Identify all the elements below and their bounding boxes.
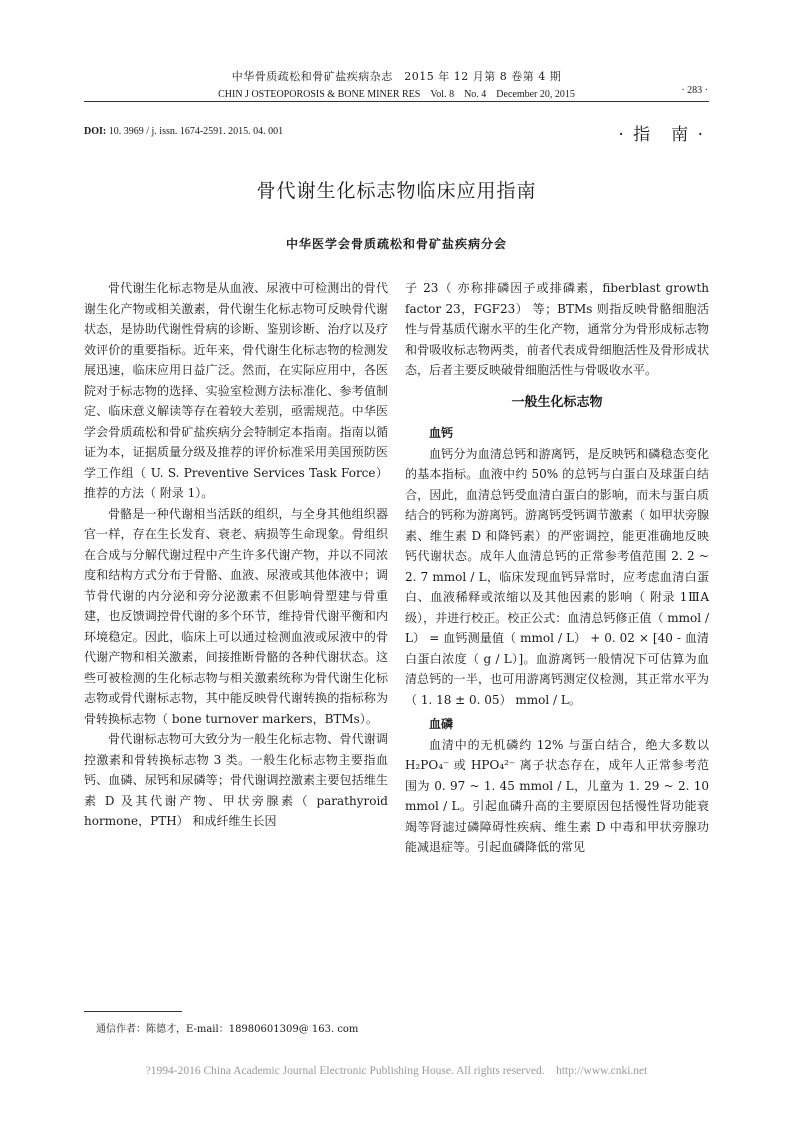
header-divider: [84, 101, 709, 102]
page-number: · 283 ·: [681, 85, 708, 96]
footnote-divider: [84, 1011, 182, 1012]
article-title: 骨代谢生化标志物临床应用指南: [256, 180, 537, 202]
doi-line: [84, 126, 283, 137]
subheading-serum-phosphate: 血磷: [429, 717, 454, 731]
journal-header-cn: 中华骨质疏松和骨矿盐疾病杂志 2015 年 12 月第 8 卷第 4 期: [231, 70, 562, 83]
section-heading-general-markers: 一般生化标志物: [511, 394, 603, 410]
bone-metabolism-paragraph: 骨骼是一种代谢相当活跃的组织，与全身其他组织器官一样，存在生长发育、衰老、病损等生命现象。骨组织在合成与分解代谢过程中产生许多代谢产物，并以不同浓度和结构方式分布于骨骼、血液、尿液或其他体液中；调节骨代谢的内分泌和旁分泌激素不但影响骨塑建与骨重建，也反馈调控骨代谢的多个环节，维持骨代谢平衡和内环境稳定。因此，临床上可以通过检测血液或尿液中的骨代谢产物和相关激素，间接推断骨骼的各种代谢状态。这些可被检测的生化标志物与相关激素统称为骨代谢生化标志物或骨代谢标志物，其中能反映骨代谢转换的指标称为骨转换标志物（ bone turnover markers，BTMs）。: [84, 506, 388, 726]
serum-phosphate-paragraph: 血清中的无机磷约 12% 与蛋白结合，绝大多数以 H₂PO₄⁻ 或 HPO₄²⁻ 离子状态存在，成年人正常参考范围为 0. 97 ~ 1. 45 mmol / L，儿童为 1. 29 ~ 2. 10 mmol / L。引起血磷升高的主要原因包括慢性肾功能衰竭等肾滤过磷障碍性疾病、维生素 D 中毒和甲状旁腺功能减退症等。引起血磷降低的常见: [405, 737, 709, 854]
marker-categories-continued: 子 23（ 亦称排磷因子或排磷素，fiberblast growth factor 23，FGF23） 等；BTMs 则指反映骨骼细胞活性与骨基质代谢水平的生化产物，通常分为骨形成标志物和骨吸收标志物两类，前者代表成骨细胞活性及骨形成状态，后者主要反映破骨细胞活性与骨吸收水平。: [405, 281, 709, 377]
right-column: [405, 278, 709, 858]
section-tag: · 指 南 ·: [618, 125, 705, 145]
copyright-footer: ?1994-2016 China Academic Journal Electronic Publishing House. All rights reserved. http://www.cnki.net: [145, 1065, 648, 1077]
doi-value[interactable]: 10. 3969 / j. issn. 1674-2591. 2015. 04. 001: [108, 126, 284, 137]
intro-paragraph: 骨代谢生化标志物是从血液、尿液中可检测出的骨代谢生化产物或相关激素，骨代谢生化标志物可反映骨代谢状态，是协助代谢性骨病的诊断、鉴别诊断、治疗以及疗效评价的重要指标。近年来，骨代谢生化标志物的检测发展迅速，临床应用日益广泛。然而，在实际应用中，各医院对于标志物的选择、实验室检测方法标准化、参考值制定、临床意义解读等存在着较大差别，亟需规范。中华医学会骨质疏松和骨矿盐疾病分会特制定本指南。指南以循证为本，证据质量分级及推荐的评价标准采用美国预防医学工作组（ U. S. Preventive Services Task Force） 推荐的方法（ 附录 1）。: [84, 281, 388, 500]
doi-label: DOI:: [84, 126, 107, 137]
left-column: [84, 278, 388, 832]
journal-header-en: CHIN J OSTEOPOROSIS & BONE MINER RES Vol. 8 No. 4 December 20, 2015: [218, 89, 575, 100]
serum-calcium-paragraph: 血钙分为血清总钙和游离钙，是反映钙和磷稳态变化的基本指标。血液中约 50% 的总钙与白蛋白及球蛋白结合，因此，血清总钙受血清白蛋白的影响，而未与蛋白质结合的钙称为游离钙。游离钙受钙调节激素（ 如甲状旁腺素、维生素 D 和降钙素）的严密调控，能更准确地反映钙代谢状态。成年人血清总钙的正常参考值范围 2. 2 ~ 2. 7 mmol / L，临床发现血钙异常时，应考虑血清白蛋白、血液稀释或浓缩以及其他因素的影响（ 附录 1ⅢA 级），并进行校正。校正公式：血清总钙修正值（ mmol / L） = 血钙测量值（ mmol / L） + 0. 02 × [40 - 血清白蛋白浓度（ g / L）]。血游离钙一般情况下可估算为血清总钙的一半，也可用游离钙测定仪检测，其正常水平为（ 1. 18 ± 0. 05） mmol / L。: [405, 446, 709, 707]
marker-categories-paragraph: 骨代谢标志物可大致分为一般生化标志物、骨代谢调控激素和骨转换标志物 3 类。一般生化标志物主要指血钙、血磷、尿钙和尿磷等；骨代谢调控激素主要包括维生素 D 及其代谢产物、甲状旁腺素（ parathyroid hormone，PTH） 和成纤维生长因: [84, 732, 388, 828]
article-author: 中华医学会骨质疏松和骨矿盐疾病分会: [285, 237, 507, 251]
corresponding-author-footnote: 通信作者：陈德才，E-mail：18980601309@ 163. com: [96, 1024, 359, 1035]
subheading-serum-calcium: 血钙: [429, 426, 454, 440]
